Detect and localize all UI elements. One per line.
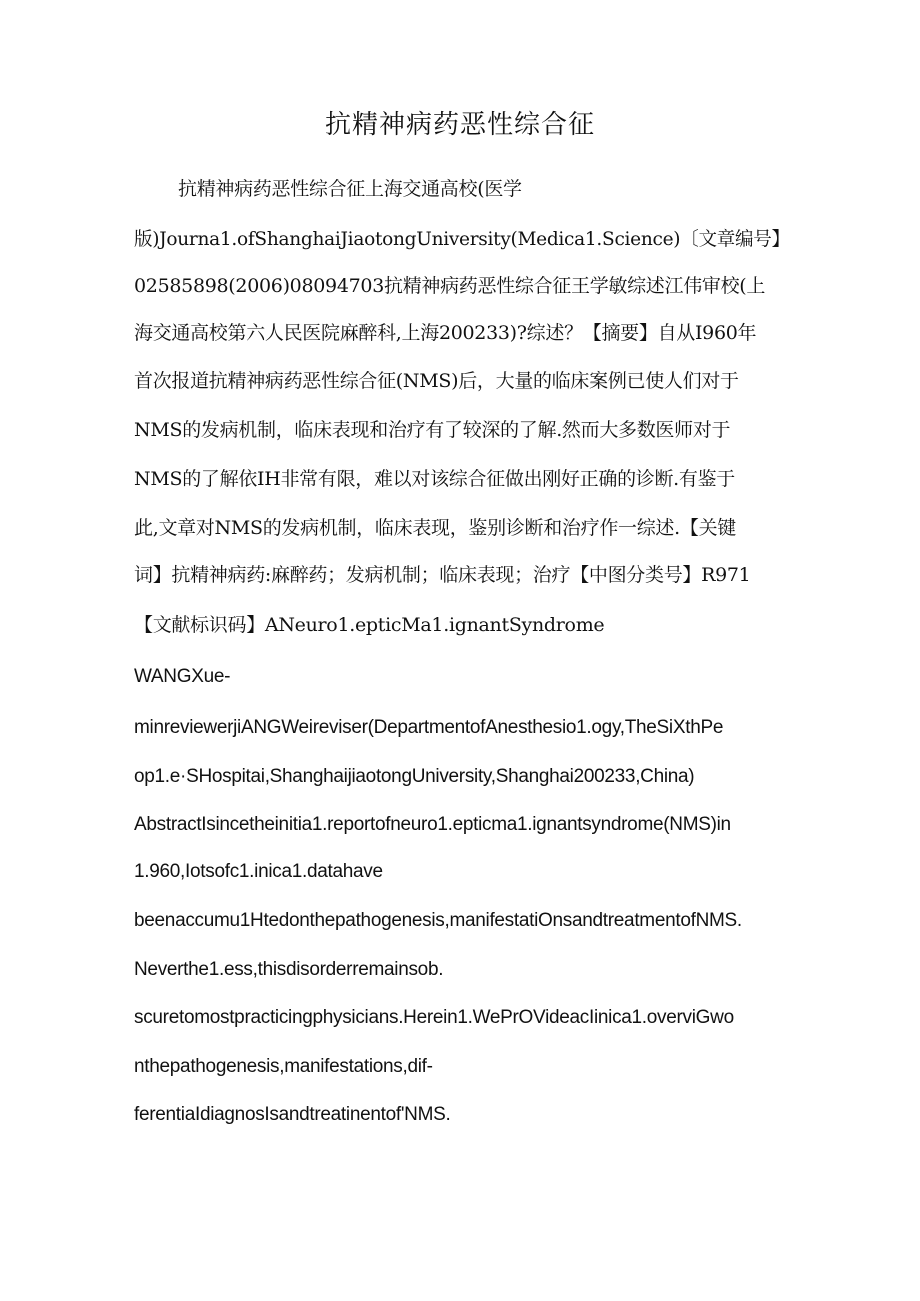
body-text-line: 海交通高校第六人民医院麻醉科,上海200233)?综述？【摘要】自从I960年 <box>134 322 757 344</box>
body-text-line: NMS的了解依IH非常有限，难以对该综合征做出刚好正确的诊断.有鉴于 <box>134 468 736 490</box>
body-text-line: op1.e·SHospitai,ShanghaijiaotongUniversity,Shanghai200233,China) <box>134 766 695 787</box>
body-text-line: 词】抗精神病药:麻醉药；发病机制；临床表现；治疗【中图分类号】R971 <box>134 564 751 586</box>
body-text-line: Neverthe1.ess,thisdisorderremainsob. <box>134 959 444 980</box>
body-text-line: 版)Journa1.ofShanghaiJiaotongUniversity(Medica1.Science)〔文章编号】 <box>134 228 790 250</box>
body-text-line: NMS的发病机制，临床表现和治疗有了较深的了解.然而大多数医师对于 <box>134 419 731 441</box>
body-text-line: 抗精神病药恶性综合征上海交通高校(医学 <box>178 178 522 200</box>
body-text-line: scuretomostpracticingphysicians.Herein1.WePrOVideacIinica1.overviGwo <box>134 1007 734 1028</box>
body-text-line: ferentiaIdiagnosIsandtreatinentof'NMS. <box>134 1104 451 1125</box>
body-text-line: beenaccumu1Htedonthepathogenesis,manifestatiOnsandtreatmentofNMS. <box>134 910 742 931</box>
body-text-line: 此,文章对NMS的发病机制，临床表现，鉴别诊断和治疗作一综述.【关键 <box>134 517 736 539</box>
body-text-line: 首次报道抗精神病药恶性综合征(NMS)后，大量的临床案例已使人们对于 <box>134 370 739 392</box>
body-text-line: nthepathogenesis,manifestations,dif- <box>134 1056 433 1077</box>
body-text-line: 【文献标识码】ANeuro1.epticMa1.ignantSyndrome <box>134 614 605 636</box>
body-text-line: 1.960,Iotsofc1.inica1.datahave <box>134 861 383 882</box>
page-title: 抗精神病药恶性综合征 <box>324 110 595 140</box>
body-text-line: 02585898(2006)08094703抗精神病药恶性综合征王学敏综述江伟审校(上 <box>134 275 766 297</box>
body-text-line: AbstractIsincetheinitia1.reportofneuro1.epticma1.ignantsyndrome(NMS)in <box>134 814 731 835</box>
body-text-line: minreviewerjiANGWeireviser(DepartmentofAnesthesio1.ogy,TheSiXthPe <box>134 717 724 738</box>
body-text-line: WANGXue- <box>134 666 231 687</box>
